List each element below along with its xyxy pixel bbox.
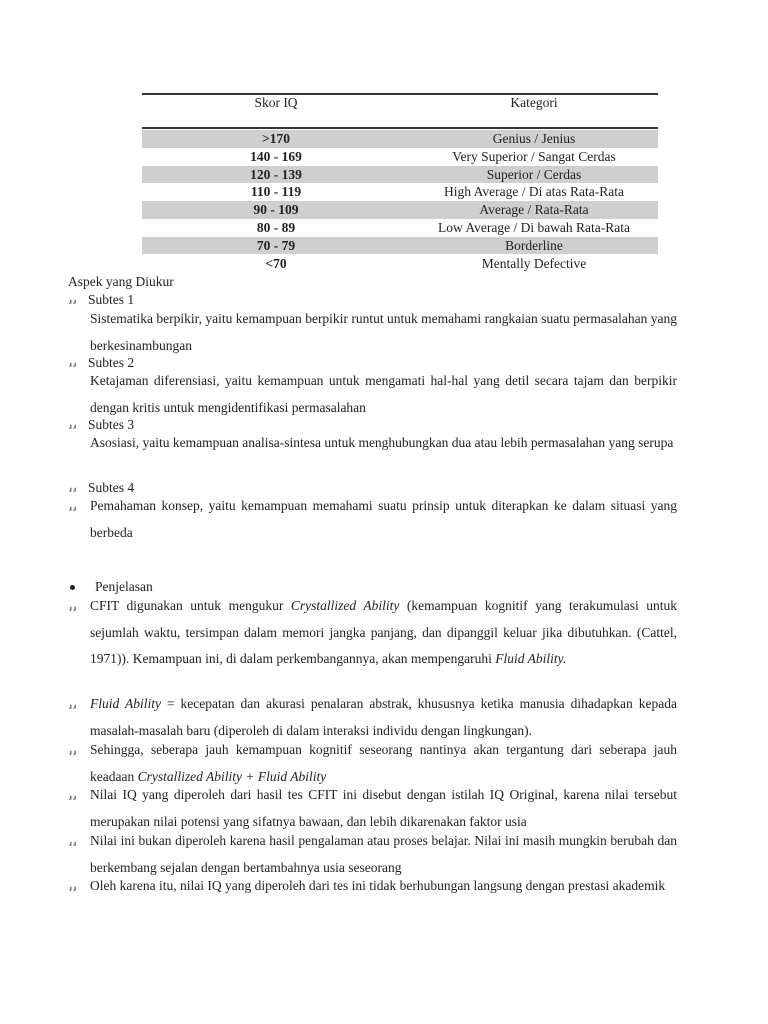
subtest-label: Subtes 1: [88, 292, 135, 307]
category-cell: Genius / Jenius: [492, 131, 576, 146]
score-cell: >170: [262, 131, 290, 146]
header-score: Skor IQ: [254, 95, 298, 110]
bullet-dot-icon: [70, 585, 75, 590]
explanation-paragraph-4: Nilai IQ yang diperoleh dari hasil tes CFIT ini disebut dengan istilah IQ Original, karena nilai tersebut merupakan nilai potensi yang sifatnya bawaan, dan lebih dikarenakan faktor usia: [90, 787, 677, 829]
subtest-description: Asosiasi, yaitu kemampuan analisa-sintesa untuk menghubungkan dua atau lebih permasalahan yang serupa: [90, 435, 674, 450]
category-cell: Borderline: [505, 237, 563, 253]
score-cell: 80 - 89: [256, 220, 296, 235]
return-arrow-icon: ⸥⸥: [68, 879, 77, 892]
subtest-label: Subtes 3: [88, 417, 135, 432]
table-row: [142, 148, 658, 166]
subtest-description: Ketajaman diferensiasi, yaitu kemampuan untuk mengamati hal-hal yang detil secara tajam dan berpikir dengan kritis untuk mengidentifikasi permasalahan: [90, 373, 677, 415]
header-category: Kategori: [510, 95, 558, 110]
category-cell: Very Superior / Sangat Cerdas: [452, 149, 616, 164]
table-row: [142, 201, 658, 219]
table-row: [142, 183, 658, 201]
return-arrow-icon: ⸥⸥: [68, 480, 77, 493]
return-arrow-icon: ⸥⸥: [68, 355, 77, 368]
explanation-paragraph-6: Oleh karena itu, nilai IQ yang diperoleh dari tes ini tidak berhubungan langsung dengan prestasi akademik: [90, 878, 666, 893]
table-header-rule: [142, 127, 658, 129]
subtest-label: Subtes 2: [88, 355, 135, 370]
return-arrow-icon: ⸥⸥: [68, 417, 77, 430]
subtest-description: Pemahaman konsep, yaitu kemampuan memahami suatu prinsip untuk diterapkan ke dalam situasi yang berbeda: [90, 498, 677, 540]
table-row: [142, 166, 658, 184]
table-row: [142, 130, 658, 148]
table-row: [142, 219, 658, 237]
aspects-heading: Aspek yang Diukur: [68, 274, 174, 289]
return-arrow-icon: ⸥⸥: [68, 292, 77, 305]
table-row: [142, 255, 658, 273]
subtest-label: Subtes 4: [88, 480, 135, 495]
category-cell: High Average / Di atas Rata-Rata: [443, 184, 625, 199]
category-cell: Low Average / Di bawah Rata-Rata: [437, 220, 631, 235]
explanation-paragraph-1: CFIT digunakan untuk mengukur Crystallized Ability (kemampuan kognitif yang terakumulasi untuk sejumlah waktu, tersimpan dalam memori jangka panjang, dan dipanggil keluar jika dibutuhkan. (Cattel, 1971)). Kemampuan ini, di dalam perkembangannya, akan mempengaruhi Fluid Ability.: [90, 598, 677, 666]
score-cell: <70: [265, 256, 287, 271]
explanation-paragraph-2: Fluid Ability = kecepatan dan akurasi penalaran abstrak, khususnya ketika manusia dihadapkan kepada masalah-masalah baru (diperoleh di dalam interaksi individu dengan lingkungan).: [90, 696, 677, 738]
score-cell: 70 - 79: [256, 237, 296, 253]
return-arrow-icon: ⸥⸥: [68, 599, 77, 612]
score-cell: 140 - 169: [250, 149, 302, 164]
score-cell: 110 - 119: [250, 184, 302, 199]
subtest-description: Sistematika berpikir, yaitu kemampuan berpikir runtut untuk memahami rangkaian suatu permasalahan yang berkesinambungan: [90, 311, 677, 353]
score-cell: 120 - 139: [250, 166, 302, 182]
return-arrow-icon: ⸥⸥: [68, 743, 77, 756]
score-cell: 90 - 109: [253, 202, 299, 217]
category-cell: Mentally Defective: [481, 256, 587, 271]
return-arrow-icon: ⸥⸥: [68, 499, 77, 512]
category-cell: Superior / Cerdas: [486, 166, 582, 182]
return-arrow-icon: ⸥⸥: [68, 788, 77, 801]
return-arrow-icon: ⸥⸥: [68, 697, 77, 710]
return-arrow-icon: ⸥⸥: [68, 834, 77, 847]
explanation-heading: Penjelasan: [95, 579, 153, 594]
explanation-paragraph-3: Sehingga, seberapa jauh kemampuan kognitif seseorang nantinya akan tergantung dari seberapa jauh keadaan Crystallized Ability + Fluid Ability: [90, 742, 677, 784]
category-cell: Average / Rata-Rata: [479, 202, 589, 217]
table-row: [142, 237, 658, 255]
explanation-paragraph-5: Nilai ini bukan diperoleh karena hasil pengalaman atau proses belajar. Nilai ini masih mungkin berubah dan berkembang sejalan dengan bertambahnya usia seseorang: [90, 833, 677, 875]
